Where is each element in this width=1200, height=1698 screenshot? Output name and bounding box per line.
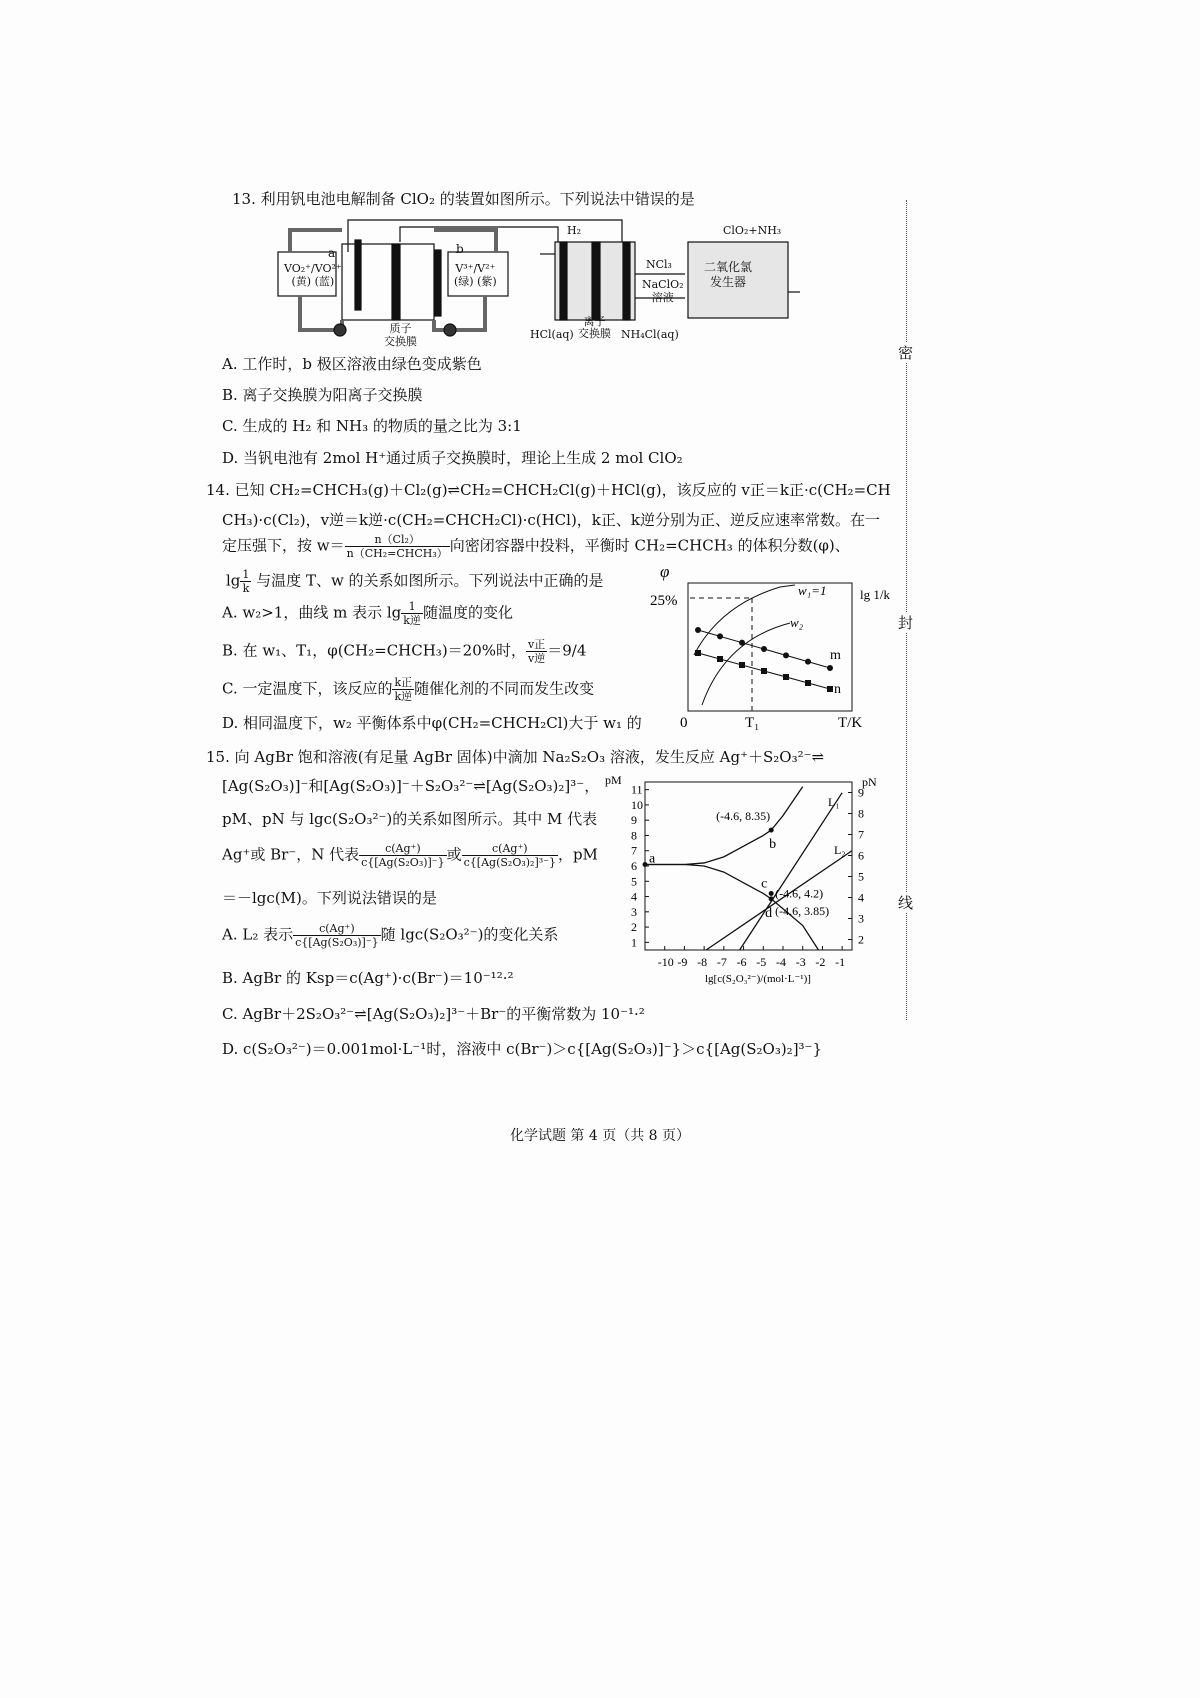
y2-tick-label: 4 bbox=[858, 890, 864, 905]
side-mark-feng: 封 bbox=[898, 614, 914, 632]
y2-tick-label: 5 bbox=[858, 869, 864, 884]
q14-ytick-25: 25% bbox=[650, 593, 678, 609]
q15-line1: 15. 向 AgBr 饱和溶液(有足量 AgBr 固体)中滴加 Na₂S₂O₃ 溶液，发生反应 Ag⁺＋S₂O₃²⁻⇌ bbox=[206, 748, 825, 766]
n-marker bbox=[783, 674, 789, 680]
q14-label-n: n bbox=[834, 682, 841, 697]
q15-line4: Ag⁺或 Br⁻，N 代表 $\frac{c(Ag^+)}{\text{c\{[Ag(S₂O₃)]⁻\}}}$ 或 $\frac{c(Ag^+)}{\text{c\{[Ag(S₂O₃)₂]³⁻\}}}$ ，pM bbox=[222, 842, 598, 869]
point-d bbox=[769, 896, 774, 901]
y-tick-label: 5 bbox=[631, 874, 637, 889]
proton-membrane-label: 质子 交换膜 bbox=[384, 322, 417, 348]
q15-option-b: B. AgBr 的 Ksp＝c(Ag⁺)·c(Br⁻)＝10⁻¹²·² bbox=[222, 969, 514, 987]
q14-line-m bbox=[695, 627, 833, 671]
q13-option-d: D. 当钒电池有 2mol H⁺通过质子交换膜时，理论上生成 2 mol ClO₂ bbox=[222, 449, 683, 467]
n-marker bbox=[761, 668, 767, 674]
x-tick-label: -2 bbox=[815, 955, 826, 969]
point-label-b: b bbox=[769, 837, 777, 853]
q14-option-b: B. 在 w₁、T₁，φ(CH₂=CHCH₃)＝20%时， $\frac{\text{v正}}{\text{v逆}}$ ＝9/4 bbox=[222, 638, 587, 665]
q13-option-a: A. 工作时，b 极区溶液由绿色变成紫色 bbox=[222, 355, 482, 373]
side-mark-xian: 线 bbox=[898, 894, 914, 912]
electrode-b-label: b bbox=[456, 242, 464, 256]
q14-ylabel: φ bbox=[660, 565, 670, 581]
q14-label-m: m bbox=[830, 648, 841, 663]
y2-tick-label: 8 bbox=[858, 806, 864, 821]
y-tick-label: 8 bbox=[631, 828, 637, 843]
x-tick-label: -8 bbox=[697, 955, 708, 969]
q14-line2: CH₃)·c(Cl₂)，v逆＝k逆·c(CH₂=CHCH₂Cl)·c(HCl)，k正、k逆分别为正、逆反应速率常数。在一 bbox=[222, 511, 880, 529]
n-marker bbox=[695, 650, 701, 656]
ncl3-label: NCl₃ bbox=[646, 258, 672, 271]
q14-option-d: D. 相同温度下，w₂ 平衡体系中φ(CH₂=CHCH₂Cl)大于 w₁ 的 bbox=[222, 714, 642, 732]
point-a bbox=[643, 862, 648, 867]
left-tank-label: VO₂⁺/VO²⁺ (黄) (蓝) bbox=[284, 262, 342, 288]
q14-ylabel-right: lg 1/k bbox=[860, 587, 890, 602]
q15-axes-box bbox=[645, 782, 852, 950]
y2-tick-label: 7 bbox=[858, 827, 864, 842]
point-annotation-b: (-4.6, 8.35) bbox=[716, 809, 771, 824]
chlorine-dioxide-generator: 二氧化氯 发生器 bbox=[704, 260, 753, 289]
page-footer: 化学试题 第 4 页（共 8 页） bbox=[509, 1128, 691, 1144]
q15-line2: [Ag(S₂O₃)]⁻和[Ag(S₂O₃)]⁻＋S₂O₃²⁻⇌[Ag(S₂O₃)₂]³⁻， bbox=[222, 777, 600, 795]
q14-origin: 0 bbox=[680, 715, 688, 731]
naclo2-label: NaClO₂ 溶液 bbox=[642, 278, 684, 304]
y2-tick-label: 3 bbox=[858, 911, 864, 926]
hcl-label: HCl(aq) bbox=[530, 328, 574, 341]
q15-xlabel: lg[c(S₂O₃²⁻)/(mol·L⁻¹)] bbox=[705, 973, 811, 985]
electrode-a-label: a bbox=[328, 246, 336, 260]
m-marker bbox=[695, 627, 701, 633]
side-mark-mi: 密 bbox=[898, 344, 914, 362]
y2-tick-label: 2 bbox=[858, 932, 864, 947]
x-tick-label: -5 bbox=[756, 955, 767, 969]
nh4cl-label: NH₄Cl(aq) bbox=[621, 328, 679, 341]
q13-option-c: C. 生成的 H₂ 和 NH₃ 的物质的量之比为 3:1 bbox=[222, 417, 522, 435]
q15-ylabel-right: pN bbox=[862, 775, 877, 789]
q14-label-w1: w₁=1 bbox=[798, 583, 827, 598]
q15-option-d: D. c(S₂O₃²⁻)＝0.001mol·L⁻¹时，溶液中 c(Br⁻)＞c{[Ag(S₂O₃)]⁻}＞c{[Ag(S₂O₃)₂]³⁻} bbox=[222, 1040, 823, 1058]
x-tick-label: -10 bbox=[657, 955, 674, 969]
q15-option-a: A. L₂ 表示 $\frac{c(Ag^+)}{\text{c\{[Ag(S₂O₃)]⁻\}}}$ 随 lgc(S₂O₃²⁻)的变化关系 bbox=[222, 922, 559, 949]
y-tick-label: 10 bbox=[631, 797, 643, 812]
y-tick-label: 11 bbox=[631, 782, 643, 797]
label-L2: L₂ bbox=[834, 843, 846, 857]
n-marker bbox=[805, 680, 811, 686]
series-2 bbox=[645, 787, 803, 865]
y-tick-label: 9 bbox=[631, 813, 637, 828]
q14-line-n bbox=[695, 650, 833, 692]
q14-chart bbox=[630, 565, 890, 745]
q14-xtick-t1: T₁ bbox=[745, 715, 760, 731]
n-marker bbox=[717, 656, 723, 662]
y-tick-label: 7 bbox=[631, 843, 637, 858]
q14-line1: 14. 已知 CH₂=CHCH₃(g)＋Cl₂(g)⇌CH₂=CHCH₂Cl(g)＋HCl(g)，该反应的 v正＝k正·c(CH₂=CH bbox=[206, 481, 891, 499]
x-tick-label: -4 bbox=[776, 955, 786, 969]
q15-chart bbox=[600, 770, 890, 1000]
m-marker bbox=[805, 659, 811, 665]
point-label-c: c bbox=[761, 876, 768, 892]
y-tick-label: 2 bbox=[631, 920, 637, 935]
q15-option-c: C. AgBr＋2S₂O₃²⁻⇌[Ag(S₂O₃)₂]³⁻＋Br⁻的平衡常数为 10⁻¹·² bbox=[222, 1005, 645, 1023]
q14-line3: 定压强下，按 w＝ $\frac{\text{n（Cl₂）}}{\text{n（CH₂=CHCH₃）}}$ 向密闭容器中投料，平衡时 CH₂=CHCH₃ 的体积分数(φ)、 bbox=[222, 533, 850, 560]
x-tick-label: -1 bbox=[835, 955, 846, 969]
point-annotation-d: (-4.6, 3.85) bbox=[775, 903, 830, 918]
x-tick-label: -9 bbox=[677, 955, 688, 969]
point-label-a: a bbox=[649, 851, 656, 867]
q13-stem: 13. 利用钒电池电解制备 ClO₂ 的装置如图所示。下列说法中错误的是 bbox=[232, 190, 695, 208]
x-tick-label: -6 bbox=[736, 955, 747, 969]
x-tick-label: -7 bbox=[716, 955, 727, 969]
q15-line5: ＝－lgc(M)。下列说法错误的是 bbox=[222, 889, 437, 907]
ion-membrane-label: 离子 交换膜 bbox=[578, 315, 611, 340]
n-marker bbox=[739, 662, 745, 668]
y-tick-label: 4 bbox=[631, 889, 637, 904]
output-label: ClO₂+NH₃ bbox=[723, 224, 782, 237]
q15-ylabel: pM bbox=[605, 773, 622, 787]
y-tick-label: 3 bbox=[631, 904, 637, 919]
q13-option-b: B. 离子交换膜为阳离子交换膜 bbox=[222, 386, 423, 404]
q14-line4: lg $\frac{1}{k}$ 与温度 T、w 的关系如图所示。下列说法中正确的是 bbox=[226, 568, 604, 595]
q14-label-w2: w₂ bbox=[790, 615, 804, 630]
q14-option-c: C. 一定温度下，该反应的 $\frac{\text{k正}}{\text{k逆}}$ 随催化剂的不同而发生改变 bbox=[222, 676, 595, 703]
n-marker bbox=[827, 686, 833, 692]
m-marker bbox=[739, 640, 745, 646]
point-c bbox=[769, 891, 774, 896]
label-L1: L₁ bbox=[828, 795, 840, 809]
q15-line3: pM、pN 与 lgc(S₂O₃²⁻)的关系如图所示。其中 M 代表 bbox=[222, 810, 598, 828]
y2-tick-label: 6 bbox=[858, 848, 864, 863]
q14-xlabel: T/K bbox=[838, 715, 863, 731]
m-marker bbox=[783, 652, 789, 658]
point-annotation-c: (-4.6, 4.2) bbox=[775, 886, 824, 901]
point-label-d: d bbox=[765, 905, 773, 921]
h2-label: H₂ bbox=[567, 224, 582, 237]
y-tick-label: 6 bbox=[631, 859, 637, 873]
y2-tick-label: 9 bbox=[858, 785, 864, 800]
q14-option-a: A. w₂>1，曲线 m 表示 lg $\frac{1}{\text{k逆}}$ 随温度的变化 bbox=[222, 600, 513, 627]
m-marker bbox=[717, 633, 723, 639]
right-tank-label: V³⁺/V²⁺ (绿) (紫) bbox=[454, 262, 497, 288]
m-marker bbox=[761, 646, 767, 652]
y-tick-label: 1 bbox=[631, 935, 637, 950]
m-marker bbox=[827, 665, 833, 671]
point-b bbox=[769, 828, 774, 833]
x-tick-label: -3 bbox=[795, 955, 806, 969]
